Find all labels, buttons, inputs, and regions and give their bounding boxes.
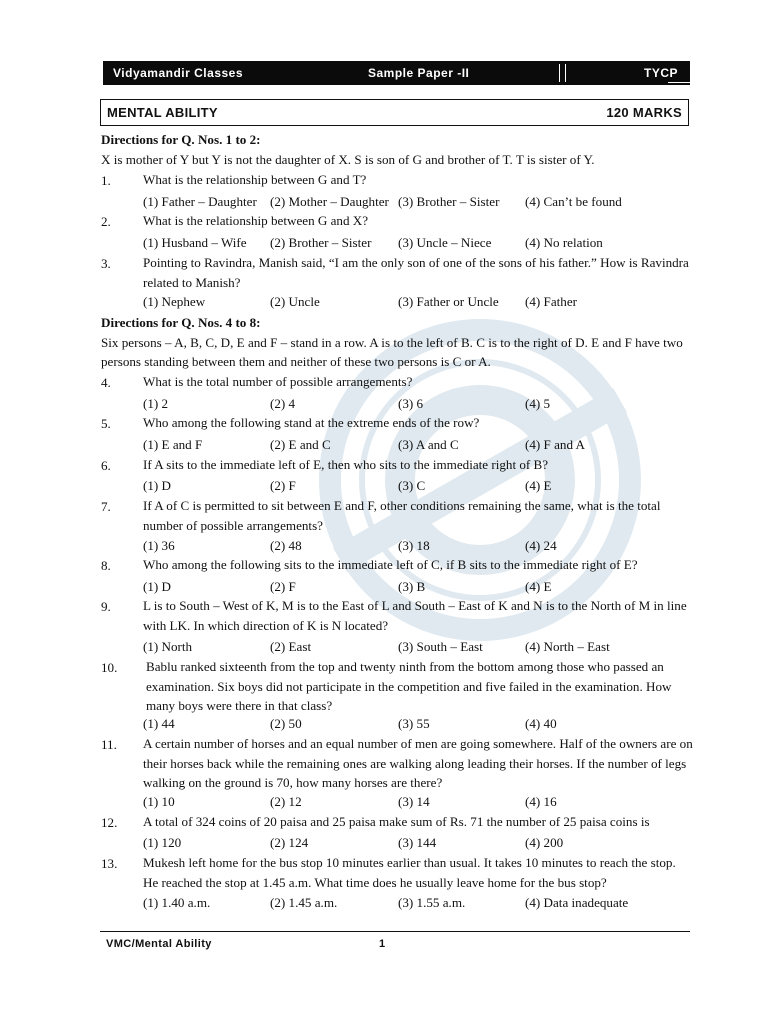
directions-heading: Directions for Q. Nos. 4 to 8: bbox=[101, 315, 261, 330]
option-3: (3) A and C bbox=[398, 437, 459, 452]
question-text: What is the relationship between G and X? bbox=[143, 213, 369, 228]
option-2: (2) F bbox=[270, 579, 296, 594]
question-number: 1. bbox=[101, 173, 111, 188]
question-text: What is the relationship between G and T? bbox=[143, 172, 367, 187]
question-text: If A of C is permitted to sit between E and F, other conditions remaining the same, what is the total number of possible arrangements? bbox=[143, 498, 661, 533]
header-paper-title: Sample Paper -II bbox=[368, 66, 470, 80]
question-text: What is the total number of possible arrangements? bbox=[143, 374, 413, 389]
question-number: 8. bbox=[101, 558, 111, 573]
option-2: (2) E and C bbox=[270, 437, 331, 452]
option-2: (2) 124 bbox=[270, 835, 309, 850]
question-text: A total of 324 coins of 20 paisa and 25 paisa make sum of Rs. 71 the number of 25 paisa coins is bbox=[143, 814, 650, 829]
option-4: (4) Can’t be found bbox=[525, 194, 622, 209]
question-number: 11. bbox=[101, 737, 117, 752]
option-1: (1) D bbox=[143, 478, 171, 493]
question-number: 12. bbox=[101, 815, 118, 830]
question-number: 3. bbox=[101, 256, 111, 271]
section-title-box bbox=[100, 99, 689, 126]
section-title: MENTAL ABILITY bbox=[107, 105, 218, 120]
question-number: 9. bbox=[101, 599, 111, 614]
option-4: (4) Father bbox=[525, 294, 577, 309]
option-4: (4) F and A bbox=[525, 437, 586, 452]
question-text: Who among the following stand at the extreme ends of the row? bbox=[143, 415, 480, 430]
option-1: (1) 36 bbox=[143, 538, 175, 553]
option-4: (4) 5 bbox=[525, 396, 551, 411]
option-2: (2) 50 bbox=[270, 716, 302, 731]
option-3: (3) 1.55 a.m. bbox=[398, 895, 466, 910]
option-4: (4) 200 bbox=[525, 835, 564, 850]
question-text: If A sits to the immediate left of E, then who sits to the immediate right of B? bbox=[143, 457, 549, 472]
option-1: (1) Husband – Wife bbox=[143, 235, 247, 250]
page-number: 1 bbox=[379, 938, 386, 950]
header-institute: Vidyamandir Classes bbox=[113, 66, 244, 80]
option-2: (2) Mother – Daughter bbox=[270, 194, 389, 209]
option-4: (4) 24 bbox=[525, 538, 557, 553]
option-4: (4) Data inadequate bbox=[525, 895, 629, 910]
option-3: (3) 14 bbox=[398, 794, 430, 809]
question-number: 10. bbox=[101, 660, 118, 675]
header-divider bbox=[559, 64, 560, 82]
option-2: (2) East bbox=[270, 639, 312, 654]
directions-heading: Directions for Q. Nos. 1 to 2: bbox=[101, 132, 261, 147]
question-number: 7. bbox=[101, 499, 111, 514]
question-text: Bablu ranked sixteenth from the top and twenty ninth from the bottom among those who passed an examination. Six boys did not participate in the competition and five failed in the examination. How many boys were there in that class? bbox=[146, 659, 672, 713]
question-number: 13. bbox=[101, 856, 118, 871]
option-1: (1) D bbox=[143, 579, 171, 594]
option-1: (1) Nephew bbox=[143, 294, 206, 309]
option-2: (2) Uncle bbox=[270, 294, 320, 309]
option-1: (1) 1.40 a.m. bbox=[143, 895, 211, 910]
option-1: (1) Father – Daughter bbox=[143, 194, 257, 209]
question-number: 4. bbox=[101, 375, 111, 390]
question-text: Mukesh left home for the bus stop 10 minutes earlier than usual. It takes 10 minutes to reach the stop. He reached the stop at 1.45 a.m. What time does he usually leave home for the bus stop? bbox=[143, 855, 676, 890]
option-3: (3) Brother – Sister bbox=[398, 194, 500, 209]
question-text: A certain number of horses and an equal number of men are going somewhere. Half of the owners are on their horses back while the remaining ones are walking along leading their horses. If the number of legs walking on the ground is 70, how many horses are there? bbox=[143, 736, 693, 790]
option-3: (3) 55 bbox=[398, 716, 430, 731]
option-4: (4) 40 bbox=[525, 716, 557, 731]
option-1: (1) 44 bbox=[143, 716, 175, 731]
option-4: (4) No relation bbox=[525, 235, 603, 250]
option-1: (1) 10 bbox=[143, 794, 175, 809]
option-3: (3) B bbox=[398, 579, 426, 594]
option-4: (4) E bbox=[525, 478, 552, 493]
option-4: (4) E bbox=[525, 579, 552, 594]
passage-text: X is mother of Y but Y is not the daughter of X. S is son of G and brother of T. T is sister of Y. bbox=[101, 152, 595, 167]
option-1: (1) North bbox=[143, 639, 193, 654]
option-3: (3) C bbox=[398, 478, 426, 493]
option-1: (1) 120 bbox=[143, 835, 182, 850]
footer-label: VMC/Mental Ability bbox=[106, 938, 212, 950]
question-text: Who among the following sits to the immediate left of C, if B sits to the immediate right of E? bbox=[143, 557, 638, 572]
option-1: (1) E and F bbox=[143, 437, 203, 452]
header-code: TYCP bbox=[643, 66, 678, 80]
question-number: 6. bbox=[101, 458, 111, 473]
question-text: L is to South – West of K, M is to the East of L and South – East of K and N is to the North of M in line with LK. In which direction of K is N located? bbox=[143, 598, 687, 633]
option-4: (4) North – East bbox=[525, 639, 610, 654]
option-3: (3) 144 bbox=[398, 835, 437, 850]
option-3: (3) South – East bbox=[398, 639, 483, 654]
option-3: (3) Uncle – Niece bbox=[398, 235, 492, 250]
option-3: (3) 6 bbox=[398, 396, 424, 411]
option-2: (2) Brother – Sister bbox=[270, 235, 372, 250]
question-number: 2. bbox=[101, 214, 111, 229]
section-marks: 120 MARKS bbox=[606, 105, 682, 120]
option-2: (2) 4 bbox=[270, 396, 296, 411]
option-3: (3) Father or Uncle bbox=[398, 294, 499, 309]
option-2: (2) 48 bbox=[270, 538, 302, 553]
passage-text: Six persons – A, B, C, D, E and F – stand in a row. A is to the left of B. C is to the right of D. E and F have two bbox=[101, 335, 683, 350]
option-2: (2) 1.45 a.m. bbox=[270, 895, 338, 910]
option-1: (1) 2 bbox=[143, 396, 169, 411]
question-text: Pointing to Ravindra, Manish said, “I am the only son of one of the sons of his father.” How is Ravindra related to Manish? bbox=[143, 255, 689, 290]
page-header-band bbox=[103, 61, 690, 85]
option-2: (2) 12 bbox=[270, 794, 302, 809]
passage-text: persons standing between them and neither of these two persons is C or A. bbox=[101, 354, 491, 369]
question-number: 5. bbox=[101, 416, 111, 431]
option-3: (3) 18 bbox=[398, 538, 430, 553]
option-4: (4) 16 bbox=[525, 794, 557, 809]
footer-rule bbox=[100, 931, 690, 932]
option-2: (2) F bbox=[270, 478, 296, 493]
header-divider bbox=[565, 64, 566, 82]
header-underline bbox=[668, 82, 690, 83]
